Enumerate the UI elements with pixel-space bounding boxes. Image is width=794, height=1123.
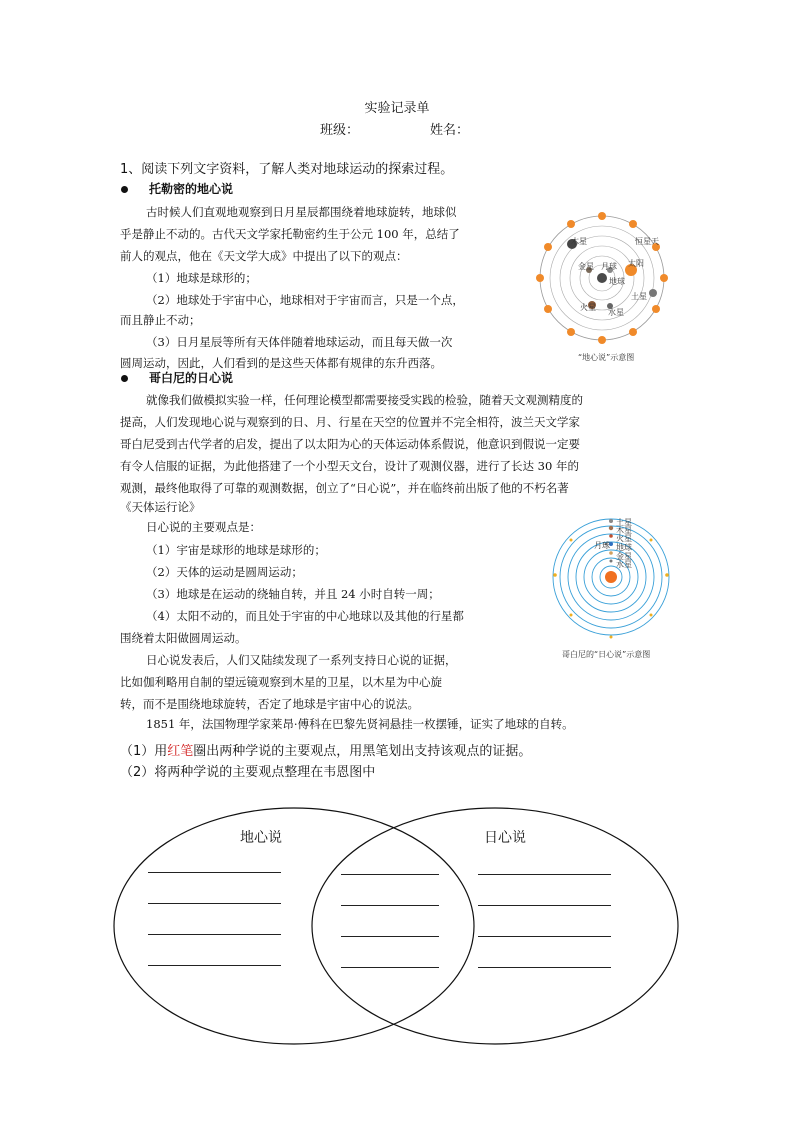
- bullet: [121, 375, 128, 382]
- copernicus-after-3: 转，而不是围绕地球旋转，否定了地球是宇宙中心的说法。: [120, 697, 419, 711]
- ptolemy-heading: 托勒密的地心说: [149, 182, 234, 196]
- task-1-black-pen: 黑笔: [362, 744, 389, 759]
- task-1-prefix: （1）用: [120, 744, 168, 759]
- helio-label-jupiter: 木星: [616, 526, 632, 535]
- geo-label-venus: 金星: [578, 262, 594, 271]
- ptolemy-point-2-cont: 而且静止不动；: [120, 313, 201, 327]
- helio-label-mars: 火星: [616, 534, 632, 543]
- bullet: [121, 186, 128, 193]
- copernicus-line-2: 提高，人们发现地心说与观察到的日、月、行星在天空的位置并不完全相符，波兰天文学家: [120, 415, 580, 429]
- copernicus-line-3: 哥白尼受到古代学者的启发，提出了以太阳为心的天体运动体系假说，他意识到假说一定要: [120, 437, 580, 451]
- section-intro: 1、阅读下列文字资料，了解人类对地球运动的探索过程。: [120, 162, 454, 177]
- venn-left-answer-line[interactable]: [148, 872, 281, 873]
- heliocentric-caption: 哥白尼的“日心说”示意图: [562, 650, 651, 659]
- ptolemy-line-2: 乎是静止不动的。古代天文学家托勒密约生于公元 100 年，总结了: [120, 227, 460, 241]
- venn-right-answer-line[interactable]: [478, 936, 611, 937]
- class-label: 班级：: [320, 123, 360, 138]
- ptolemy-point-2: （2）地球处于宇宙中心，地球相对于宇宙而言，只是一个点，: [146, 293, 464, 307]
- copernicus-after-2: 比如伽利略用自制的望远镜观察到木星的卫星，以木星为中心旋: [120, 675, 442, 689]
- copernicus-heading: 哥白尼的日心说: [149, 371, 234, 385]
- task-2: （2）将两种学说的主要观点整理在韦恩图中: [120, 765, 376, 780]
- geo-label-sun: 太阳: [628, 259, 644, 268]
- venn-right-label: 日心说: [484, 830, 526, 846]
- venn-middle-answer-line[interactable]: [341, 905, 439, 906]
- venn-left-answer-line[interactable]: [148, 903, 281, 904]
- helio-label-saturn: 土星: [616, 518, 632, 527]
- copernicus-point-1: （1）宇宙是球形的地球是球形的；: [146, 543, 326, 557]
- task-1-red-pen: 红笔: [167, 744, 194, 759]
- foucault-line: 1851 年，法国物理学家莱昂·傅科在巴黎先贤祠悬挂一枚摆锤，证实了地球的自转。: [146, 717, 574, 731]
- venn-left-label: 地心说: [240, 830, 282, 846]
- copernicus-points-intro: 日心说的主要观点是：: [146, 520, 261, 534]
- ptolemy-point-3-cont: 圆周运动，因此，人们看到的是这些天体都有规律的东升西落。: [120, 356, 442, 370]
- venn-middle-answer-line[interactable]: [341, 874, 439, 875]
- copernicus-line-5: 观测，最终他取得了可靠的观测数据，创立了“日心说”，并在临终前出版了他的不朽名著: [120, 481, 569, 495]
- copernicus-point-4: （4）太阳不动的，而且处于宇宙的中心地球以及其他的行星都: [146, 609, 464, 623]
- helio-label-moon: 月球: [594, 541, 610, 550]
- venn-left-answer-line[interactable]: [148, 965, 281, 966]
- venn-middle-answer-line[interactable]: [341, 967, 439, 968]
- geo-label-fixed-stars: 恒星天: [635, 237, 659, 246]
- helio-label-venus: 金星: [616, 552, 632, 561]
- helio-label-earth: 地球: [616, 543, 632, 552]
- geo-label-mercury: 水星: [608, 308, 624, 317]
- venn-middle-answer-line[interactable]: [341, 936, 439, 937]
- copernicus-point-3: （3）地球是在运动的绕轴自转，并且 24 小时自转一周；: [146, 587, 440, 601]
- page-title: 实验记录单: [364, 101, 430, 116]
- geo-label-jupiter: 木星: [571, 237, 587, 246]
- name-label: 姓名：: [430, 123, 470, 138]
- task-1-suffix: 划出支持该观点的证据。: [388, 744, 532, 759]
- venn-right-answer-line[interactable]: [478, 874, 611, 875]
- task-1-middle: 圈出两种学说的主要观点，用: [193, 744, 363, 759]
- copernicus-point-2: （2）天体的运动是圆周运动；: [146, 565, 303, 579]
- geo-label-moon: 月球: [601, 262, 617, 271]
- heliocentric-diagram: [546, 515, 676, 645]
- geocentric-caption: “地心说”示意图: [578, 353, 635, 362]
- geo-label-earth: 地球: [609, 277, 625, 286]
- ptolemy-point-1: （1）地球是球形的；: [146, 271, 257, 285]
- venn-right-answer-line[interactable]: [478, 967, 611, 968]
- ptolemy-line-1: 古时候人们直观地观察到日月星辰都围绕着地球旋转，地球似: [146, 205, 457, 219]
- task-1: [120, 741, 531, 763]
- geo-label-mars: 火星: [580, 303, 596, 312]
- copernicus-line-1: 就像我们做模拟实验一样，任何理论模型都需要接受实践的检验，随着天文观测精度的: [146, 393, 583, 407]
- geo-label-saturn: 土星: [631, 292, 647, 301]
- ptolemy-line-3: 前人的观点，他在《天文学大成》中提出了以下的观点：: [120, 249, 408, 263]
- geocentric-diagram: [532, 208, 672, 350]
- copernicus-point-4-cont: 围绕着太阳做圆周运动。: [120, 631, 247, 645]
- helio-label-mercury: 水星: [616, 560, 632, 569]
- ptolemy-point-3: （3）日月星辰等所有天体伴随着地球运动，而且每天做一次: [146, 335, 453, 349]
- copernicus-after-1: 日心说发表后，人们又陆续发现了一系列支持日心说的证据，: [146, 653, 457, 667]
- venn-diagram: [110, 805, 680, 1050]
- venn-right-answer-line[interactable]: [478, 905, 611, 906]
- venn-left-answer-line[interactable]: [148, 934, 281, 935]
- copernicus-line-4: 有令人信服的证据，为此他搭建了一个小型天文台，设计了观测仪器，进行了长达 30 年的: [120, 459, 579, 473]
- copernicus-line-6: 《天体运行论》: [120, 500, 201, 514]
